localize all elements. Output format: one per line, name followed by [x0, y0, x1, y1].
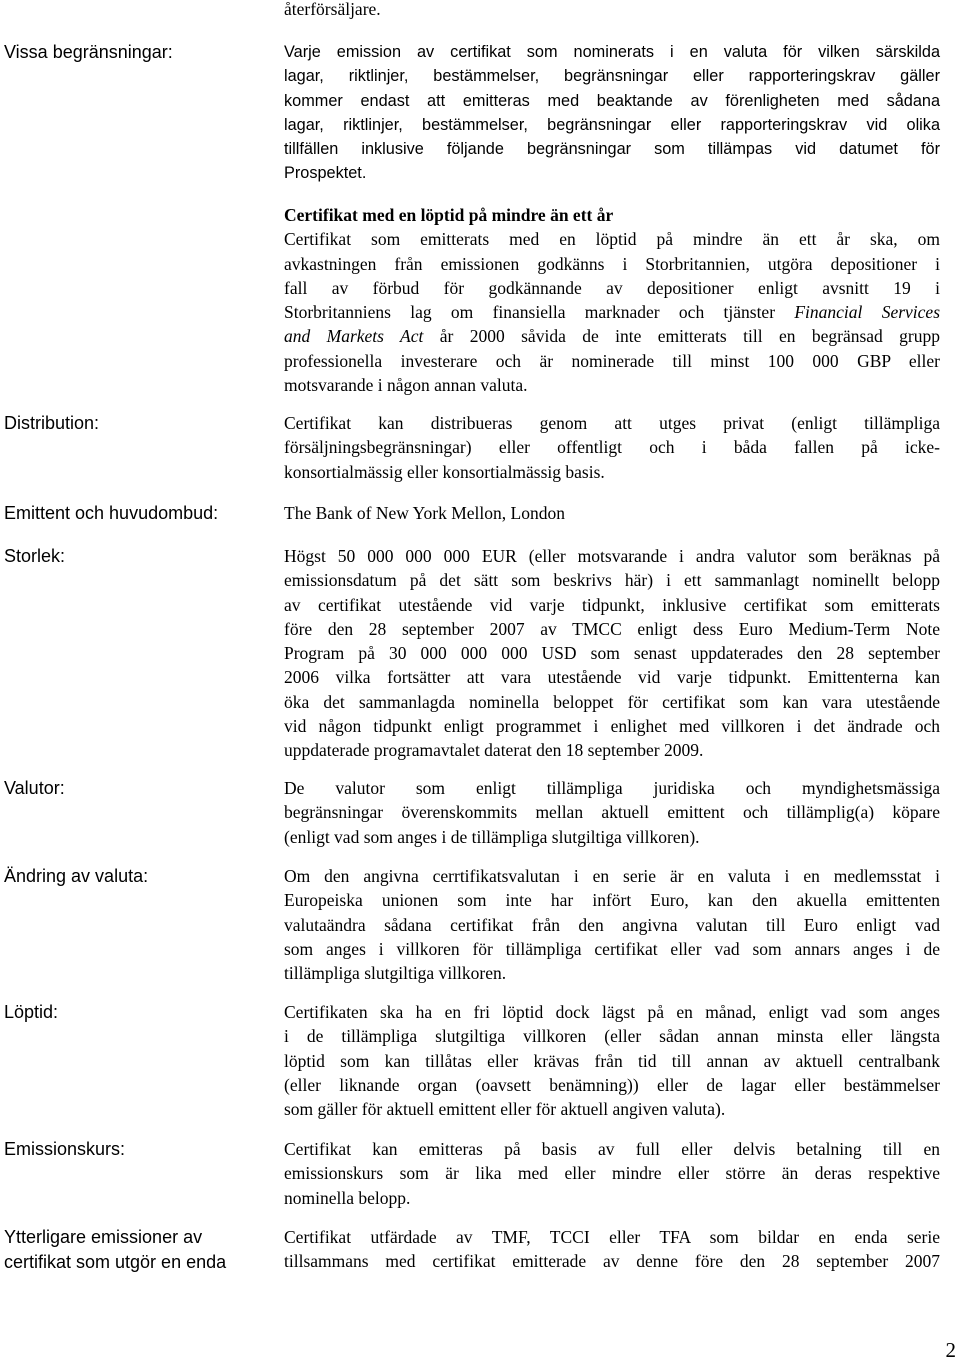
maturity-text: Certifikaten ska ha en fri löptid dock lägst på en månad, enligt vad som anges i de tillämpliga slutgiltiga villkoren (eller sådan annan minsta eller längsta löptid som kan tillåtas eller krävas från tid till annan av aktuell centralbank (eller liknande organ (oavsett benämning)) eller de lagar eller bestämmelser som gäller för aktuell emittent eller för aktuell angiven valuta). — [284, 1002, 940, 1120]
restrictions-text: Varje emission av certifikat som nominerats i en valuta för vilken särskilda lagar, riktlinjer, bestämmelser, begränsningar eller rapporteringskrav gäller kommer endast att emitteras med beaktande av förenligheten med sådana lagar, riktlinjer, bestämmelser, begränsningar eller rapporteringskrav vid olika tillfällen inklusive följande begränsningar som tillämpas vid datumet för Prospektet. — [284, 43, 940, 183]
restrictions-label: Vissa begränsningar: — [4, 42, 173, 62]
size-label: Storlek: — [4, 546, 66, 566]
maturity-label: Löptid: — [4, 1002, 59, 1022]
currencies-text: De valutor som enligt tillämpliga juridiska och myndighetsmässiga begränsningar överenskommits mellan aktuell emittent och tillämplig(a) köpare (enligt vad som anges i de tillämpliga slutgiltiga villkoren). — [284, 778, 940, 847]
issue-price-label: Emissionskurs: — [4, 1139, 126, 1159]
currency-change-text: Om den angivna cerrtifikatsvalutan i en serie är en valuta i en medlemsstat i Europeiska unionen som inte har infört Euro, kan den akuella emittenten valutaändra sådana certifikat från den angivna valutan till Euro enligt vad som anges i villkoren för tillämpliga certifikat eller vad som annars anges i de tillämpliga slutgiltiga villkoren. — [284, 866, 940, 984]
size-text: Högst 50 000 000 000 EUR (eller motsvarande i andra valutor som beräknas på emissionsdatum på det sätt som beskrivs här) i ett sammanlagt nominellt belopp av certifikat utestående vid varje tidpunkt, inklusive certifikat som emitterats före den 28 september 2007 av TMCC enligt dess Euro Medium-Term Note Program på 30 000 000 000 USD som senast uppdaterades den 28 september 2006 vilka fortsätter att vara utestående vid varje tidpunkt. Emittenterna kan öka det sammanlagda nominella beloppet för certifikat som kan vara utestående vid någon tidpunkt enligt programmet i enlighet med villkoren i det ändrade och uppdaterade programavtalet daterat den 18 september 2009. — [284, 546, 940, 761]
currency-change-label: Ändring av valuta: — [4, 866, 149, 886]
page-number: 2 — [945, 1338, 956, 1362]
distribution-label: Distribution: — [4, 413, 100, 433]
issuer-text: The Bank of New York Mellon, London — [284, 503, 565, 523]
issuer-label: Emittent och huvudombud: — [4, 503, 219, 523]
further-issues-text: Certifikat utfärdade av TMF, TCCI eller TFA som bildar en enda serie tillsammans med certifikat emitterade av denne före den 28 september 2007 — [284, 1227, 940, 1272]
issue-price-text: Certifikat kan emitteras på basis av full eller delvis betalning till en emissionskurs som är lika med eller mindre eller större än deras respektive nominella belopp. — [284, 1139, 940, 1208]
distribution-text: Certifikat kan distribueras genom att utges privat (enligt tillämpliga försäljningsbegränsningar) eller offentligt och i båda fallen på icke- konsortialmässig eller konsortialmässig basis. — [284, 413, 940, 482]
further-issues-label: Ytterligare emissioner av certifikat som utgör en enda — [4, 1227, 227, 1272]
short-maturity-section: Certifikat med en löptid på mindre än ett år Certifikat som emitterats med en löptid på mindre än ett år ska, om avkastningen från emissionen godkänns i Storbritannien, utgöra depositioner i fall av förbud för godkännande av depositioner enligt avsnitt 19 i Storbritanniens lag om finansiella marknader och tjänster Financial Services and Markets Act år 2000 såvida de inte emitterats till en begränsad grupp professionella investerare och är nominerade till minst 100 000 GBP eller motsvarande i någon annan valuta. — [284, 205, 941, 396]
currencies-label: Valutor: — [4, 778, 65, 798]
top-fragment: återförsäljare. — [284, 0, 381, 19]
short-maturity-heading: Certifikat med en löptid på mindre än ett år — [284, 205, 614, 225]
